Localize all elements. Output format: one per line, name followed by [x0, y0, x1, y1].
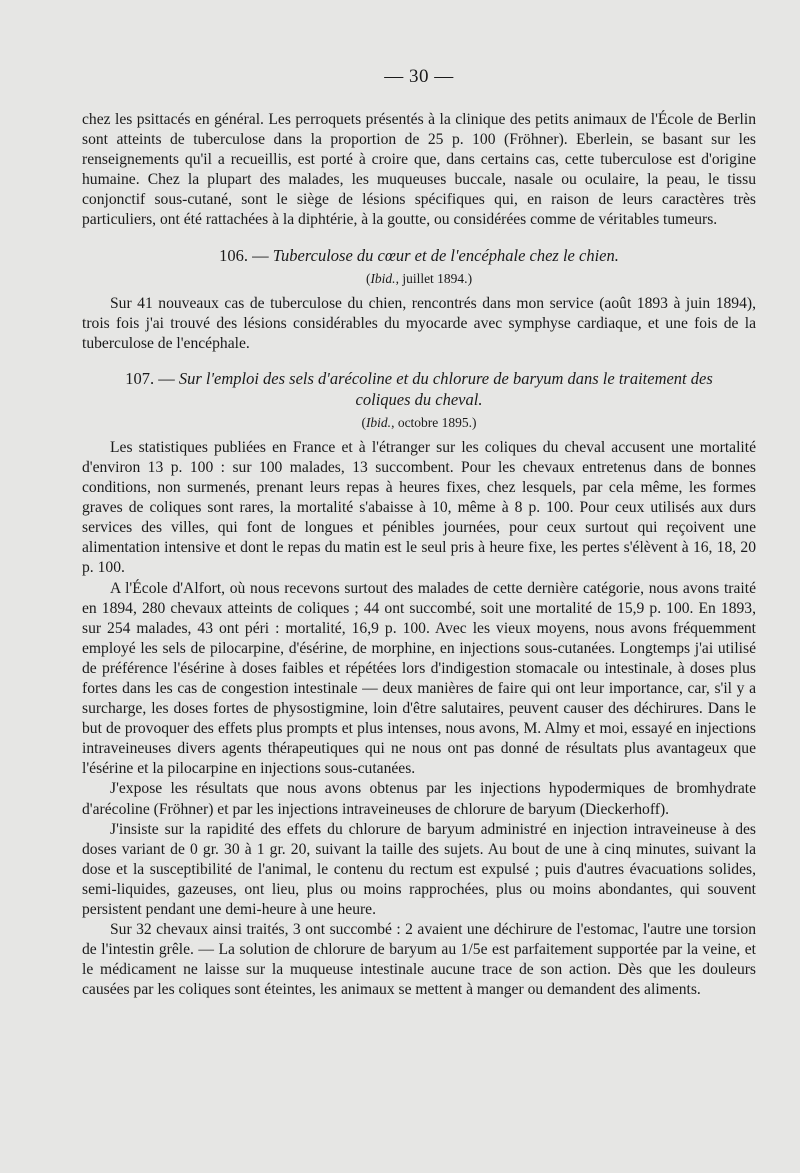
section-heading-107	[82, 368, 756, 410]
section-paragraph: Sur 41 nouveaux cas de tuberculose du chien, rencontrés dans mon service (août 1893 à juin 1894), trois fois j'ai trouvé des lésions considérables du myocarde avec symphyse cardiaque, et une fois de la tuberculose de l'encéphale.	[82, 294, 756, 352]
intro-paragraph: chez les psittacés en général. Les perroquets présentés à la clinique des petits animaux de l'École de Berlin sont atteints de tuberculose dans la proportion de 25 p. 100 (Fröhner). Eberlein, se basant sur les renseignements qu'il a recueillis, est porté à croire que, dans certains cas, cette tuberculose est d'origine humaine. Chez la plupart des malades, les muqueuses buccale, nasale ou oculaire, la peau, le tissu conjonctif sous-cutané, sont le siège de lésions spécifiques qui, en raison de leurs caractères très particuliers, ont été rattachées à la diphtérie, à la goutte, ou considérées comme de véritables tumeurs.	[82, 111, 756, 229]
section-heading-106	[82, 245, 756, 266]
page-number: — 30 —	[384, 66, 454, 87]
section-paragraph: A l'École d'Alfort, où nous recevons surtout des malades de cette dernière catégorie, nous avons traité en 1894, 280 chevaux atteints de coliques ; 44 ont succombé, soit une mortalité de 15,9 p. 100. En 1893, sur 254 malades, 43 ont péri : mortalité, 16,9 p. 100. Avec les vieux moyens, nous avons fréquemment employé les sels de pilocarpine, d'ésérine, de morphine, en injections sous-cutanées. Longtemps j'ai utilisé de préférence l'ésérine à doses faibles et répétées lors d'indigestion stomacale ou intestinale, à doses plus fortes dans les cas de congestion intestinale — deux manières de faire qui ont leur importance, car, s'il y a surcharge, les doses fortes de physostigmine, loin d'être salutaires, peuvent causer des déchirures. Dans le but de provoquer des effets plus prompts et plus intenses, nous avons, M. Almy et moi, essayé en injections intraveineuses divers agents thérapeutiques qui ne nous ont pas donné de résultats plus avantageux que l'ésérine et la pilocarpine en injections sous-cutanées.	[82, 579, 756, 778]
section-source-107: (Ibid., octobre 1895.)	[361, 414, 477, 430]
section-number: 106. —	[219, 245, 269, 265]
source-date: , octobre 1895.	[391, 414, 473, 430]
intro-block	[82, 110, 756, 231]
source-ibid: Ibid.	[370, 270, 396, 286]
section-paragraph: J'insiste sur la rapidité des effets du chlorure de baryum administré en injection intraveineuse à des doses variant de 0 gr. 30 à 1 gr. 20, suivant la taille des sujets. Au bout de une à cinq minutes, suivant la dose et la susceptibilité de l'animal, le contenu du rectum est expulsé ; puis d'autres évacuations solides, semi-liquides, gazeuses, ont lieu, plus ou moins rapprochées, plus ou moins abondantes, qui souvent persistent pendant une demi-heure à une heure.	[82, 820, 756, 918]
section-paragraph: Sur 32 chevaux ainsi traités, 3 ont succombé : 2 avaient une déchirure de l'estomac, l'autre une torsion de l'intestin grêle. — La solution de chlorure de baryum au 1/5e est parfaitement supportée par la veine, et le médicament ne laisse sur la muqueuse intestinale aucune trace de son action. Dès que les douleurs causées par les coliques sont éteintes, les animaux se mettent à manger ou demandent des aliments.	[82, 921, 756, 999]
section-body-107	[82, 438, 756, 1001]
source-ibid: Ibid.	[365, 414, 392, 430]
section-title: Sur l'emploi des sels d'arécoline et du chlorure de baryum dans le traitement des coliques du cheval.	[178, 368, 713, 409]
section-source-106: (Ibid., juillet 1894.)	[365, 270, 473, 286]
section-paragraph: J'expose les résultats que nous avons obtenus par les injections hypodermiques de bromhydrate d'arécoline (Fröhner) et par les injections intraveineuses de chlorure de baryum (Dieckerhoff).	[82, 780, 756, 818]
section-title: Tuberculose du cœur et de l'encéphale chez le chien.	[272, 245, 619, 265]
section-number: 107. —	[125, 368, 175, 388]
source-date: , juillet 1894.	[395, 270, 468, 286]
section-paragraph: Les statistiques publiées en France et à l'étranger sur les coliques du cheval accusent une mortalité d'environ 13 p. 100 : sur 100 malades, 13 succombent. Pour les chevaux entretenus dans de bonnes conditions, non surmenés, prenant leurs repas à heures fixes, chez lesquels, par cela même, les formes graves de coliques sont rares, la mortalité s'abaisse à 10, même à 8 p. 100. Pour ceux utilisés aux durs services des villes, qui font de longues et pénibles journées, pour ceux surtout qui reçoivent une alimentation intensive et dont le repas du matin est le seul pris à heure fixe, les pertes s'élèvent à 16, 18, 20 p. 100.	[82, 438, 756, 577]
section-body-106	[82, 294, 756, 354]
